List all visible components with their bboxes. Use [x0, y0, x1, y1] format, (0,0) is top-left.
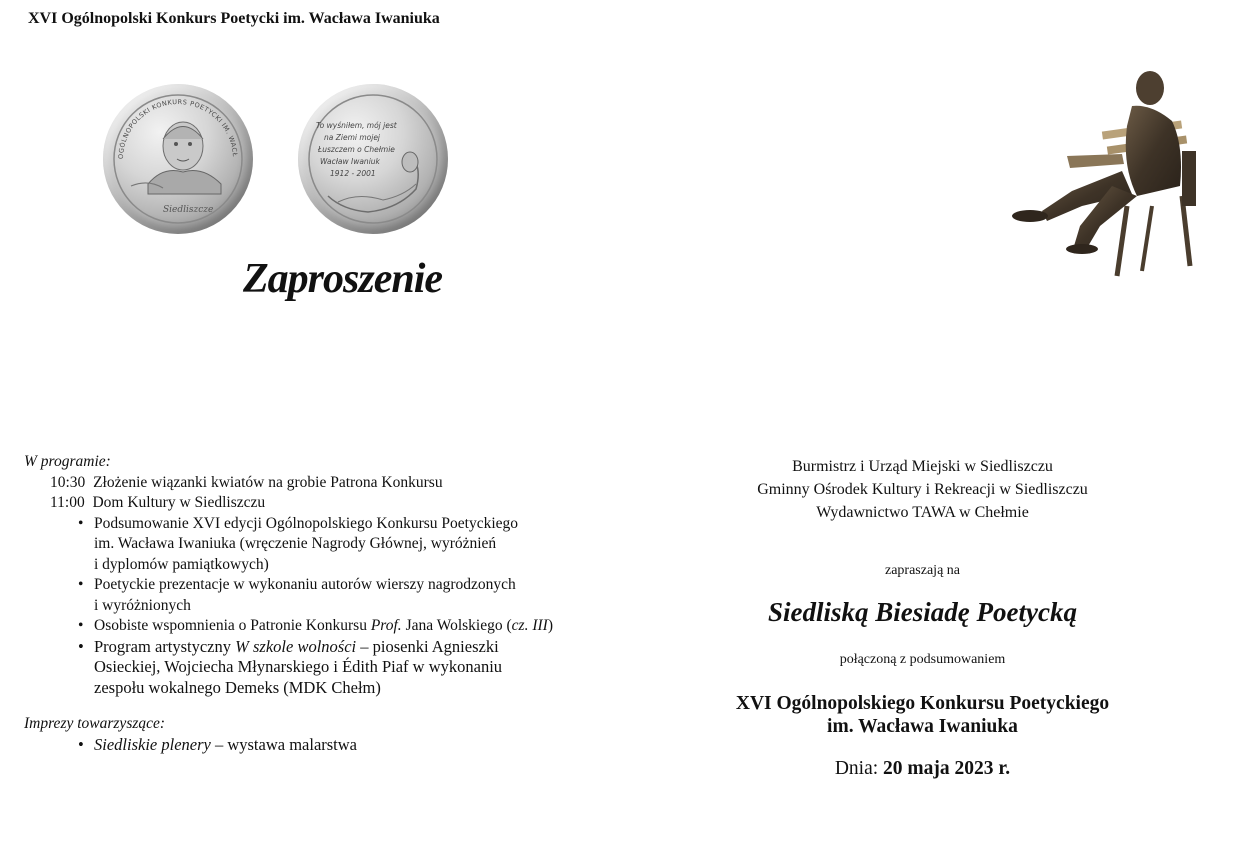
- program-bullet-1-line-1: • Podsumowanie XVI edycji Ogólnopolskiego Konkursu Poetyckiego: [94, 514, 519, 532]
- extras-label: Imprezy towarzyszące:: [24, 715, 166, 732]
- program-bullet-2-line-1: • Poetyckie prezentacje w wykonaniu autorów wierszy nagrodzonych: [94, 576, 516, 593]
- medal-back-line-3: Łuszczem o Chełmie: [318, 145, 395, 154]
- program-time-2: 11:00: [50, 494, 85, 511]
- program-time-1: 10:30: [50, 473, 86, 491]
- extras-item-rest: – wystawa malarstwa: [210, 734, 358, 754]
- program-bullet-1-line-2: im. Wacława Iwaniuka (wręczenie Nagrody Głównej, wyróżnień: [94, 535, 497, 552]
- medal-back-line-1: To wyśniłem, mój jest: [316, 121, 397, 130]
- program-bullet-3: [24, 616, 644, 637]
- program-bullet-3-part: cz. III: [511, 617, 548, 634]
- organizer-2: Gminny Ośrodek Kultury i Rekreacji w Siedliszczu: [757, 481, 1088, 498]
- contest-line-2: im. Wacława Iwaniuka: [827, 716, 1018, 737]
- program-bullet-4-line-2: Osieckiej, Wojciecha Młynarskiego i Édith Piaf w wykonaniu: [94, 657, 503, 676]
- program-section: [24, 452, 644, 755]
- medal-front-image: [103, 84, 253, 234]
- program-bullet-4: [24, 637, 644, 699]
- medal-back-image: [298, 84, 448, 234]
- program-bullet-3-name: Jana Wolskiego (: [401, 617, 512, 634]
- statue-image: [1002, 66, 1207, 286]
- medal-front-bottom-text: Siedliszcze: [163, 205, 214, 215]
- program-item-1: Złożenie wiązanki kwiatów na grobie Patrona Konkursu: [93, 473, 443, 491]
- page-header-title: XVI Ogólnopolski Konkurs Poetycki im. Wacława Iwaniuka: [28, 10, 440, 27]
- date-label: Dnia:: [834, 758, 884, 779]
- program-row-2: [24, 493, 644, 514]
- extras-list: [24, 735, 644, 756]
- event-title: Siedliską Biesiadę Poetycką: [768, 597, 1077, 627]
- program-bullet-2-line-2: i wyróżnionych: [94, 596, 191, 614]
- contest-name: [660, 692, 1185, 738]
- event-date: [660, 758, 1185, 780]
- contest-line-1: XVI Ogólnopolskiego Konkursu Poetyckiego: [735, 693, 1110, 714]
- combined-text: połączoną z podsumowaniem: [839, 652, 1006, 667]
- program-item-2: Dom Kultury w Siedliszczu: [92, 494, 266, 511]
- invite-text: zapraszają na: [885, 563, 960, 578]
- program-row-1: [24, 473, 644, 494]
- program-bullet-2: [24, 575, 644, 616]
- medal-front-arc-text: OGÓLNOPOLSKI KONKURS POETYCKI IM. WACŁ: [116, 97, 239, 160]
- program-bullet-1: [24, 514, 644, 576]
- program-bullet-4-line-3: zespołu wokalnego Demeks (MDK Chełm): [94, 677, 381, 697]
- program-bullet-4-rest: – piosenki Agnieszki: [356, 636, 499, 656]
- date-value: 20 maja 2023 r.: [883, 758, 1011, 779]
- medal-back-line-4: Wacław Iwaniuk: [320, 157, 380, 166]
- program-label: W programie:: [24, 453, 111, 470]
- program-bullet-4-title: W szkole wolności: [235, 636, 357, 656]
- program-bullet-4-text: Program artystyczny: [94, 636, 236, 656]
- program-bullet-list: [24, 514, 644, 699]
- program-bullet-1-line-3: i dyplomów pamiątkowych): [94, 555, 269, 573]
- program-bullet-3-text: Osobiste wspomnienia o Patronie Konkursu: [94, 617, 371, 634]
- medal-back-relief-icon: [298, 84, 448, 234]
- organizers-block: [660, 455, 1185, 524]
- program-bullet-3-prof: Prof.: [370, 617, 402, 634]
- invitation-heading: Zaproszenie: [243, 256, 442, 302]
- medal-front-relief-icon: [103, 84, 253, 234]
- extras-item: [24, 735, 644, 756]
- extras-item-title: Siedliskie plenery: [94, 734, 211, 754]
- statue-on-bench-icon: [1002, 66, 1207, 286]
- medal-back-line-2: na Ziemi mojej: [324, 133, 381, 142]
- organizer-1: Burmistrz i Urząd Miejski w Siedliszczu: [792, 458, 1053, 475]
- program-bullet-3-close: ): [547, 617, 553, 634]
- medal-back-line-5: 1912 - 2001: [330, 169, 376, 178]
- organizer-3: Wydawnictwo TAWA w Chełmie: [816, 504, 1029, 521]
